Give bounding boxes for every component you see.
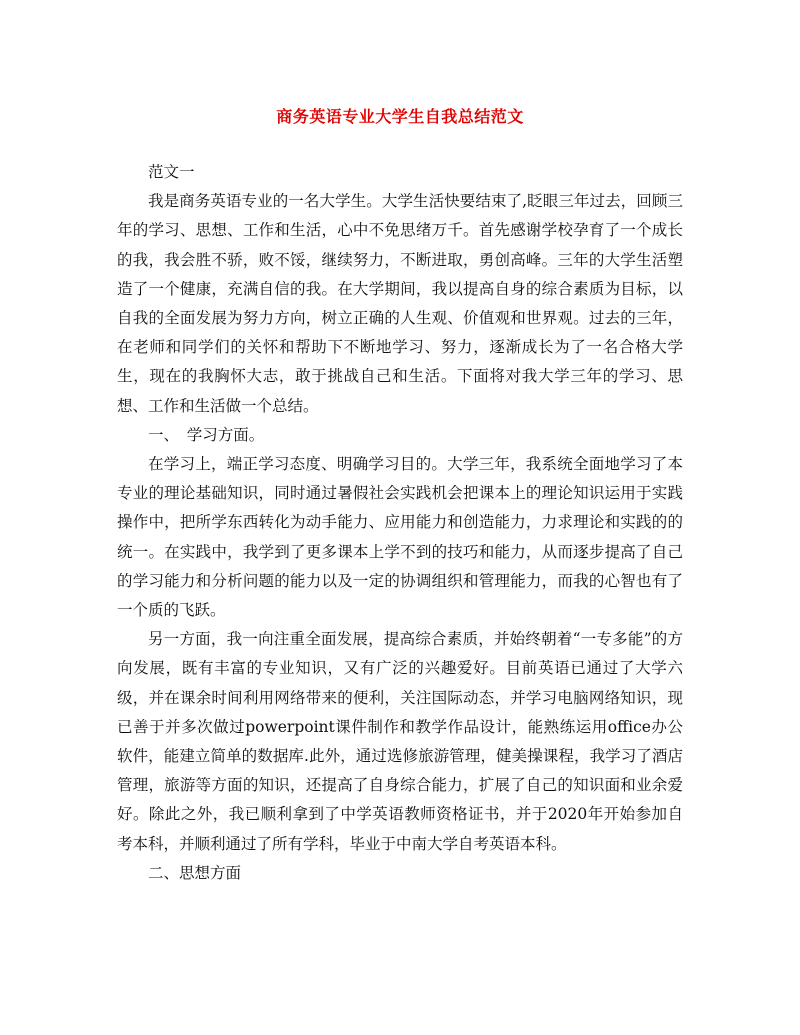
section-heading-study: 一、 学习方面。 <box>148 425 265 444</box>
section-label-sample-one: 范文一 <box>148 163 195 181</box>
paragraph-development: 另一方面，我一向注重全面发展，提高综合素质，并始终朝着“一专多能”的方向发展，既有丰富的专业知识，又有广泛的兴趣爱好。目前英语已通过了大学六级，并在课余时间利用网络带来的便利，关注国际动态，并学习电脑网络知识，现已善于并多次做过powerpoint课件制作和教学作品设计，能熟练运用office办公软件，能建立简单的数据库.此外，通过选修旅游管理，健美操课程，我学习了酒店管理，旅游等方面的知识，还提高了自身综合能力，扩展了自己的知识面和业余爱好。除此之外，我已顺利拿到了中学英语教师资格证书，并于2020年开始参加自考本科，并顺利通过了所有学科，毕业于中南大学自考英语本科。 <box>117 630 683 853</box>
paragraph-study: 在学习上，端正学习态度、明确学习目的。大学三年，我系统全面地学习了本专业的理论基础知识，同时通过暑假社会实践机会把课本上的理论知识运用于实践操作中，把所学东西转化为动手能力、应用能力和创造能力，力求理论和实践的的统一。在实践中，我学到了更多课本上学不到的技巧和能力，从而逐步提高了自己的学习能力和分析问题的能力以及一定的协调组织和管理能力，而我的心智也有了一个质的飞跃。 <box>117 455 683 620</box>
paragraph-intro: 我是商务英语专业的一名大学生。大学生活快要结束了,眨眼三年过去，回顾三年的学习、思想、工作和生活，心中不免思绪万千。首先感谢学校孕育了一个成长的我，我会胜不骄，败不馁，继续努力，不断进取，勇创高峰。三年的大学生活塑造了一个健康，充满自信的我。在大学期间，我以提高自身的综合素质为目标，以自我的全面发展为努力方向，树立正确的人生观、价值观和世界观。过去的三年，在老师和同学们的关怀和帮助下不断地学习、努力，逐渐成长为了一名合格大学生，现在的我胸怀大志，敢于挑战自己和生活。下面将对我大学三年的学习、思想、工作和生活做一个总结。 <box>117 192 683 415</box>
document-body <box>117 158 683 888</box>
document-title: 商务英语专业大学生自我总结范文 <box>276 107 524 126</box>
section-heading-thought: 二、思想方面 <box>148 863 242 882</box>
